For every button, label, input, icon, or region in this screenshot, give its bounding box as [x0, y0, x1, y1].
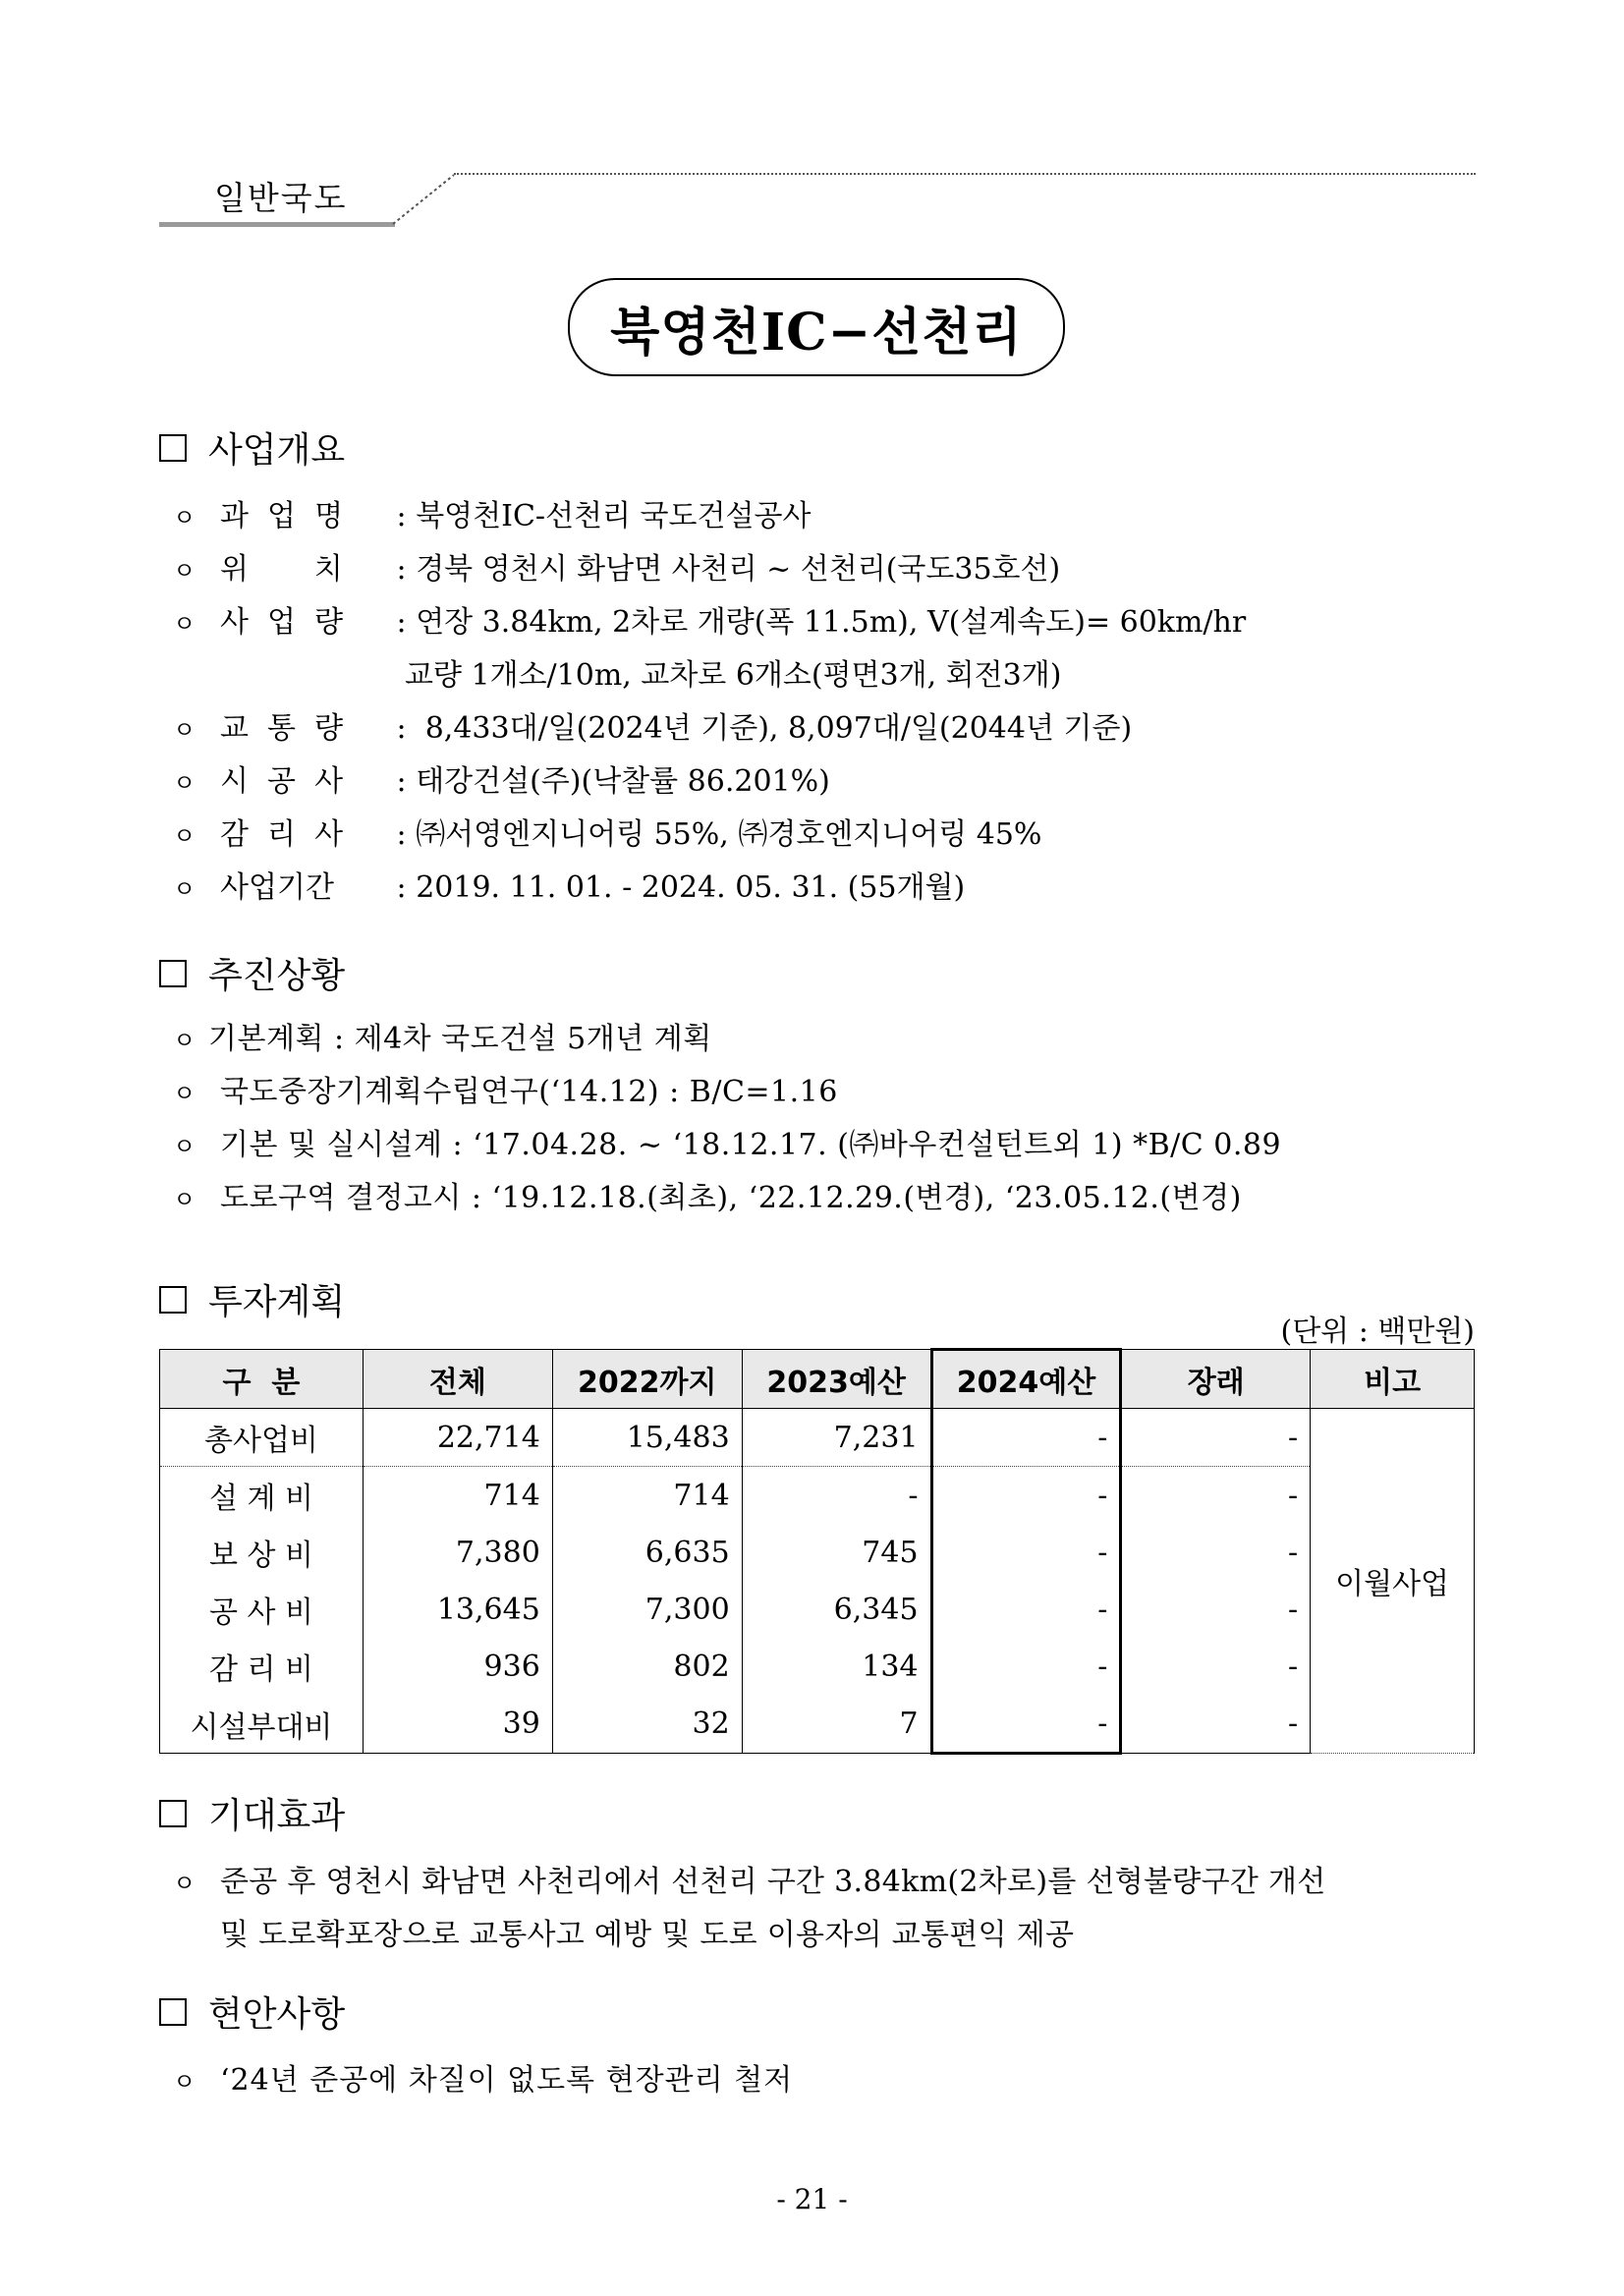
- overview-item: [173, 863, 965, 906]
- table-cell: 39: [363, 1695, 552, 1754]
- overview-item-value: 8,433대/일(2024년 기준), 8,097대/일(2044년 기준): [424, 711, 1133, 746]
- overview-item-separator: :: [387, 711, 425, 746]
- overview-item-value: 연장 3.84km, 2차로 개량(폭 11.5m), V(설계속도)= 60km/hr: [416, 605, 1247, 640]
- table-cell: -: [1121, 1467, 1311, 1525]
- overview-item-label: 사업기간: [220, 870, 334, 905]
- progress-item: [173, 1067, 838, 1110]
- table-cell: 714: [552, 1467, 742, 1525]
- table-cell: -: [931, 1581, 1121, 1638]
- section-progress-heading: [159, 948, 345, 998]
- overview-item-separator: :: [387, 552, 417, 587]
- table-cell: 134: [742, 1638, 931, 1695]
- table-row: [160, 1581, 1475, 1638]
- overview-item: [173, 597, 1246, 641]
- effect-text-2: 및 도로확포장으로 교통사고 예방 및 도로 이용자의 교통편익 제공: [220, 1918, 1075, 1952]
- table-cell: -: [931, 1638, 1121, 1695]
- bullet-icon: ㅇ: [173, 1186, 196, 1213]
- col-header-2024-budget: 2024예산: [931, 1350, 1121, 1409]
- header-label: 일반국도: [214, 179, 348, 217]
- table-cell: -: [1121, 1638, 1311, 1695]
- table-cell: 7,231: [742, 1409, 931, 1467]
- checkbox-square-icon: [159, 434, 187, 462]
- investment-table: [159, 1348, 1475, 1755]
- overview-item-label: 시 공 사: [220, 764, 344, 799]
- section-effect-title: 기대효과: [208, 1796, 346, 1836]
- bullet-icon: ㅇ: [173, 875, 196, 903]
- overview-item-separator: :: [387, 870, 417, 905]
- table-cell: -: [931, 1467, 1121, 1525]
- overview-item-value: ㈜서영엔지니어링 55%, ㈜경호엔지니어링 45%: [416, 817, 1042, 852]
- overview-item-separator: :: [387, 499, 417, 533]
- checkbox-square-icon: [159, 1286, 187, 1314]
- overview-item-separator: :: [387, 764, 417, 799]
- overview-item-value: 교량 1개소/10m, 교차로 6개소(평면3개, 회전3개): [405, 658, 1062, 693]
- page-title: 북영천IC−선천리: [568, 278, 1065, 376]
- header-underline: [159, 222, 395, 227]
- table-row: [160, 1695, 1475, 1754]
- remarks-cell: 이월사업: [1311, 1409, 1475, 1754]
- section-overview-heading: [159, 422, 345, 473]
- bullet-icon: ㅇ: [173, 1027, 196, 1054]
- table-row: [160, 1638, 1475, 1695]
- progress-item-text: 국도중장기계획수립연구(‘14.12) : B/C=1.16: [220, 1075, 838, 1109]
- progress-item: [173, 1120, 1281, 1163]
- overview-item: [173, 756, 830, 800]
- issue-text-1: ‘24년 준공에 차질이 없도록 현장관리 철저: [220, 2063, 794, 2098]
- col-header-2023-budget: 2023예산: [742, 1350, 931, 1409]
- unit-label: (단위 : 백만원): [1280, 1315, 1475, 1349]
- section-issues-heading: [159, 1987, 345, 2037]
- progress-item-text: 도로구역 결정고시 : ‘19.12.18.(최초), ‘22.12.29.(변경), ‘23.05.12.(변경): [220, 1181, 1242, 1215]
- section-progress-title: 추진상황: [208, 956, 346, 996]
- overview-item: [173, 703, 1132, 747]
- checkbox-square-icon: [159, 1800, 187, 1827]
- header-dotted-line: [454, 173, 1476, 175]
- table-cell: 7,380: [363, 1524, 552, 1581]
- progress-item: [173, 1014, 712, 1057]
- table-cell: 32: [552, 1695, 742, 1754]
- table-cell: 745: [742, 1524, 931, 1581]
- overview-item-label: 사 업 량: [220, 605, 344, 640]
- table-cell: 936: [363, 1638, 552, 1695]
- table-cell: -: [931, 1524, 1121, 1581]
- section-issues-title: 현안사항: [208, 1994, 346, 2035]
- col-header-future: 장래: [1121, 1350, 1311, 1409]
- table-row: [160, 1409, 1475, 1467]
- row-category: 총사업비: [160, 1409, 364, 1467]
- checkbox-square-icon: [159, 1998, 187, 2026]
- table-cell: 6,345: [742, 1581, 931, 1638]
- table-cell: -: [1121, 1524, 1311, 1581]
- table-cell: -: [742, 1467, 931, 1525]
- section-effect-heading: [159, 1788, 345, 1838]
- overview-item: [173, 491, 811, 534]
- bullet-icon: ㅇ: [173, 1870, 196, 1897]
- overview-item-label: 과 업 명: [220, 499, 344, 533]
- bullet-icon: ㅇ: [173, 610, 196, 638]
- table-cell: -: [931, 1409, 1121, 1467]
- bullet-icon: ㅇ: [173, 1080, 196, 1107]
- row-category: 보 상 비: [160, 1524, 364, 1581]
- row-category: 공 사 비: [160, 1581, 364, 1638]
- progress-item-text: 기본계획 : 제4차 국도건설 5개년 계획: [208, 1022, 712, 1056]
- overview-item-value: 북영천IC-선천리 국도건설공사: [416, 499, 812, 533]
- row-category: 시설부대비: [160, 1695, 364, 1754]
- col-header-category: 구 분: [160, 1350, 364, 1409]
- overview-item: [405, 650, 1061, 694]
- table-row: [160, 1524, 1475, 1581]
- bullet-icon: ㅇ: [173, 557, 196, 585]
- overview-item-label: 감 리 사: [220, 817, 344, 852]
- header-divider-slash: [391, 173, 456, 226]
- table-cell: 802: [552, 1638, 742, 1695]
- progress-item-text: 기본 및 실시설계 : ‘17.04.28. ~ ‘18.12.17. (㈜바우컨설턴트외 1) *B/C 0.89: [220, 1128, 1282, 1162]
- checkbox-square-icon: [159, 960, 187, 987]
- table-cell: -: [1121, 1581, 1311, 1638]
- table-cell: 7: [742, 1695, 931, 1754]
- row-category: 설 계 비: [160, 1467, 364, 1525]
- col-header-until-2022: 2022까지: [552, 1350, 742, 1409]
- effect-text-1: 준공 후 영천시 화남면 사천리에서 선천리 구간 3.84km(2차로)를 선형불량구간 개선: [220, 1865, 1326, 1899]
- effect-line-2: [220, 1910, 1074, 1953]
- bullet-icon: ㅇ: [173, 504, 196, 532]
- col-header-remarks: 비고: [1311, 1350, 1475, 1409]
- table-cell: 22,714: [363, 1409, 552, 1467]
- overview-item-value: 경북 영천시 화남면 사천리 ~ 선천리(국도35호선): [416, 552, 1061, 587]
- row-category: 감 리 비: [160, 1638, 364, 1695]
- page-number: - 21 -: [776, 2183, 848, 2215]
- overview-item-value: 태강건설(주)(낙찰률 86.201%): [416, 764, 830, 799]
- table-row: [160, 1467, 1475, 1525]
- overview-item-label: 교 통 량: [220, 711, 344, 746]
- overview-item: [173, 544, 1060, 588]
- overview-item: [173, 810, 1041, 853]
- table-header-row: [160, 1350, 1475, 1409]
- table-cell: 6,635: [552, 1524, 742, 1581]
- table-cell: -: [1121, 1695, 1311, 1754]
- table-cell: -: [931, 1695, 1121, 1754]
- table-cell: 13,645: [363, 1581, 552, 1638]
- section-overview-title: 사업개요: [208, 430, 346, 471]
- bullet-icon: ㅇ: [173, 2068, 196, 2096]
- overview-item-separator: :: [387, 817, 417, 852]
- overview-item-separator: :: [387, 605, 417, 640]
- bullet-icon: ㅇ: [173, 769, 196, 797]
- table-cell: 714: [363, 1467, 552, 1525]
- effect-line-1: [173, 1857, 1326, 1900]
- section-investment-heading: [159, 1274, 345, 1324]
- bullet-icon: ㅇ: [173, 1133, 196, 1160]
- overview-item-label: 위 치: [220, 552, 343, 587]
- col-header-total: 전체: [363, 1350, 552, 1409]
- progress-item: [173, 1173, 1242, 1216]
- table-cell: 15,483: [552, 1409, 742, 1467]
- bullet-icon: ㅇ: [173, 716, 196, 744]
- table-cell: -: [1121, 1409, 1311, 1467]
- issue-line-1: [173, 2055, 793, 2099]
- table-cell: 7,300: [552, 1581, 742, 1638]
- overview-item-value: 2019. 11. 01. - 2024. 05. 31. (55개월): [416, 870, 966, 905]
- section-investment-title: 투자계획: [208, 1282, 346, 1322]
- bullet-icon: ㅇ: [173, 822, 196, 850]
